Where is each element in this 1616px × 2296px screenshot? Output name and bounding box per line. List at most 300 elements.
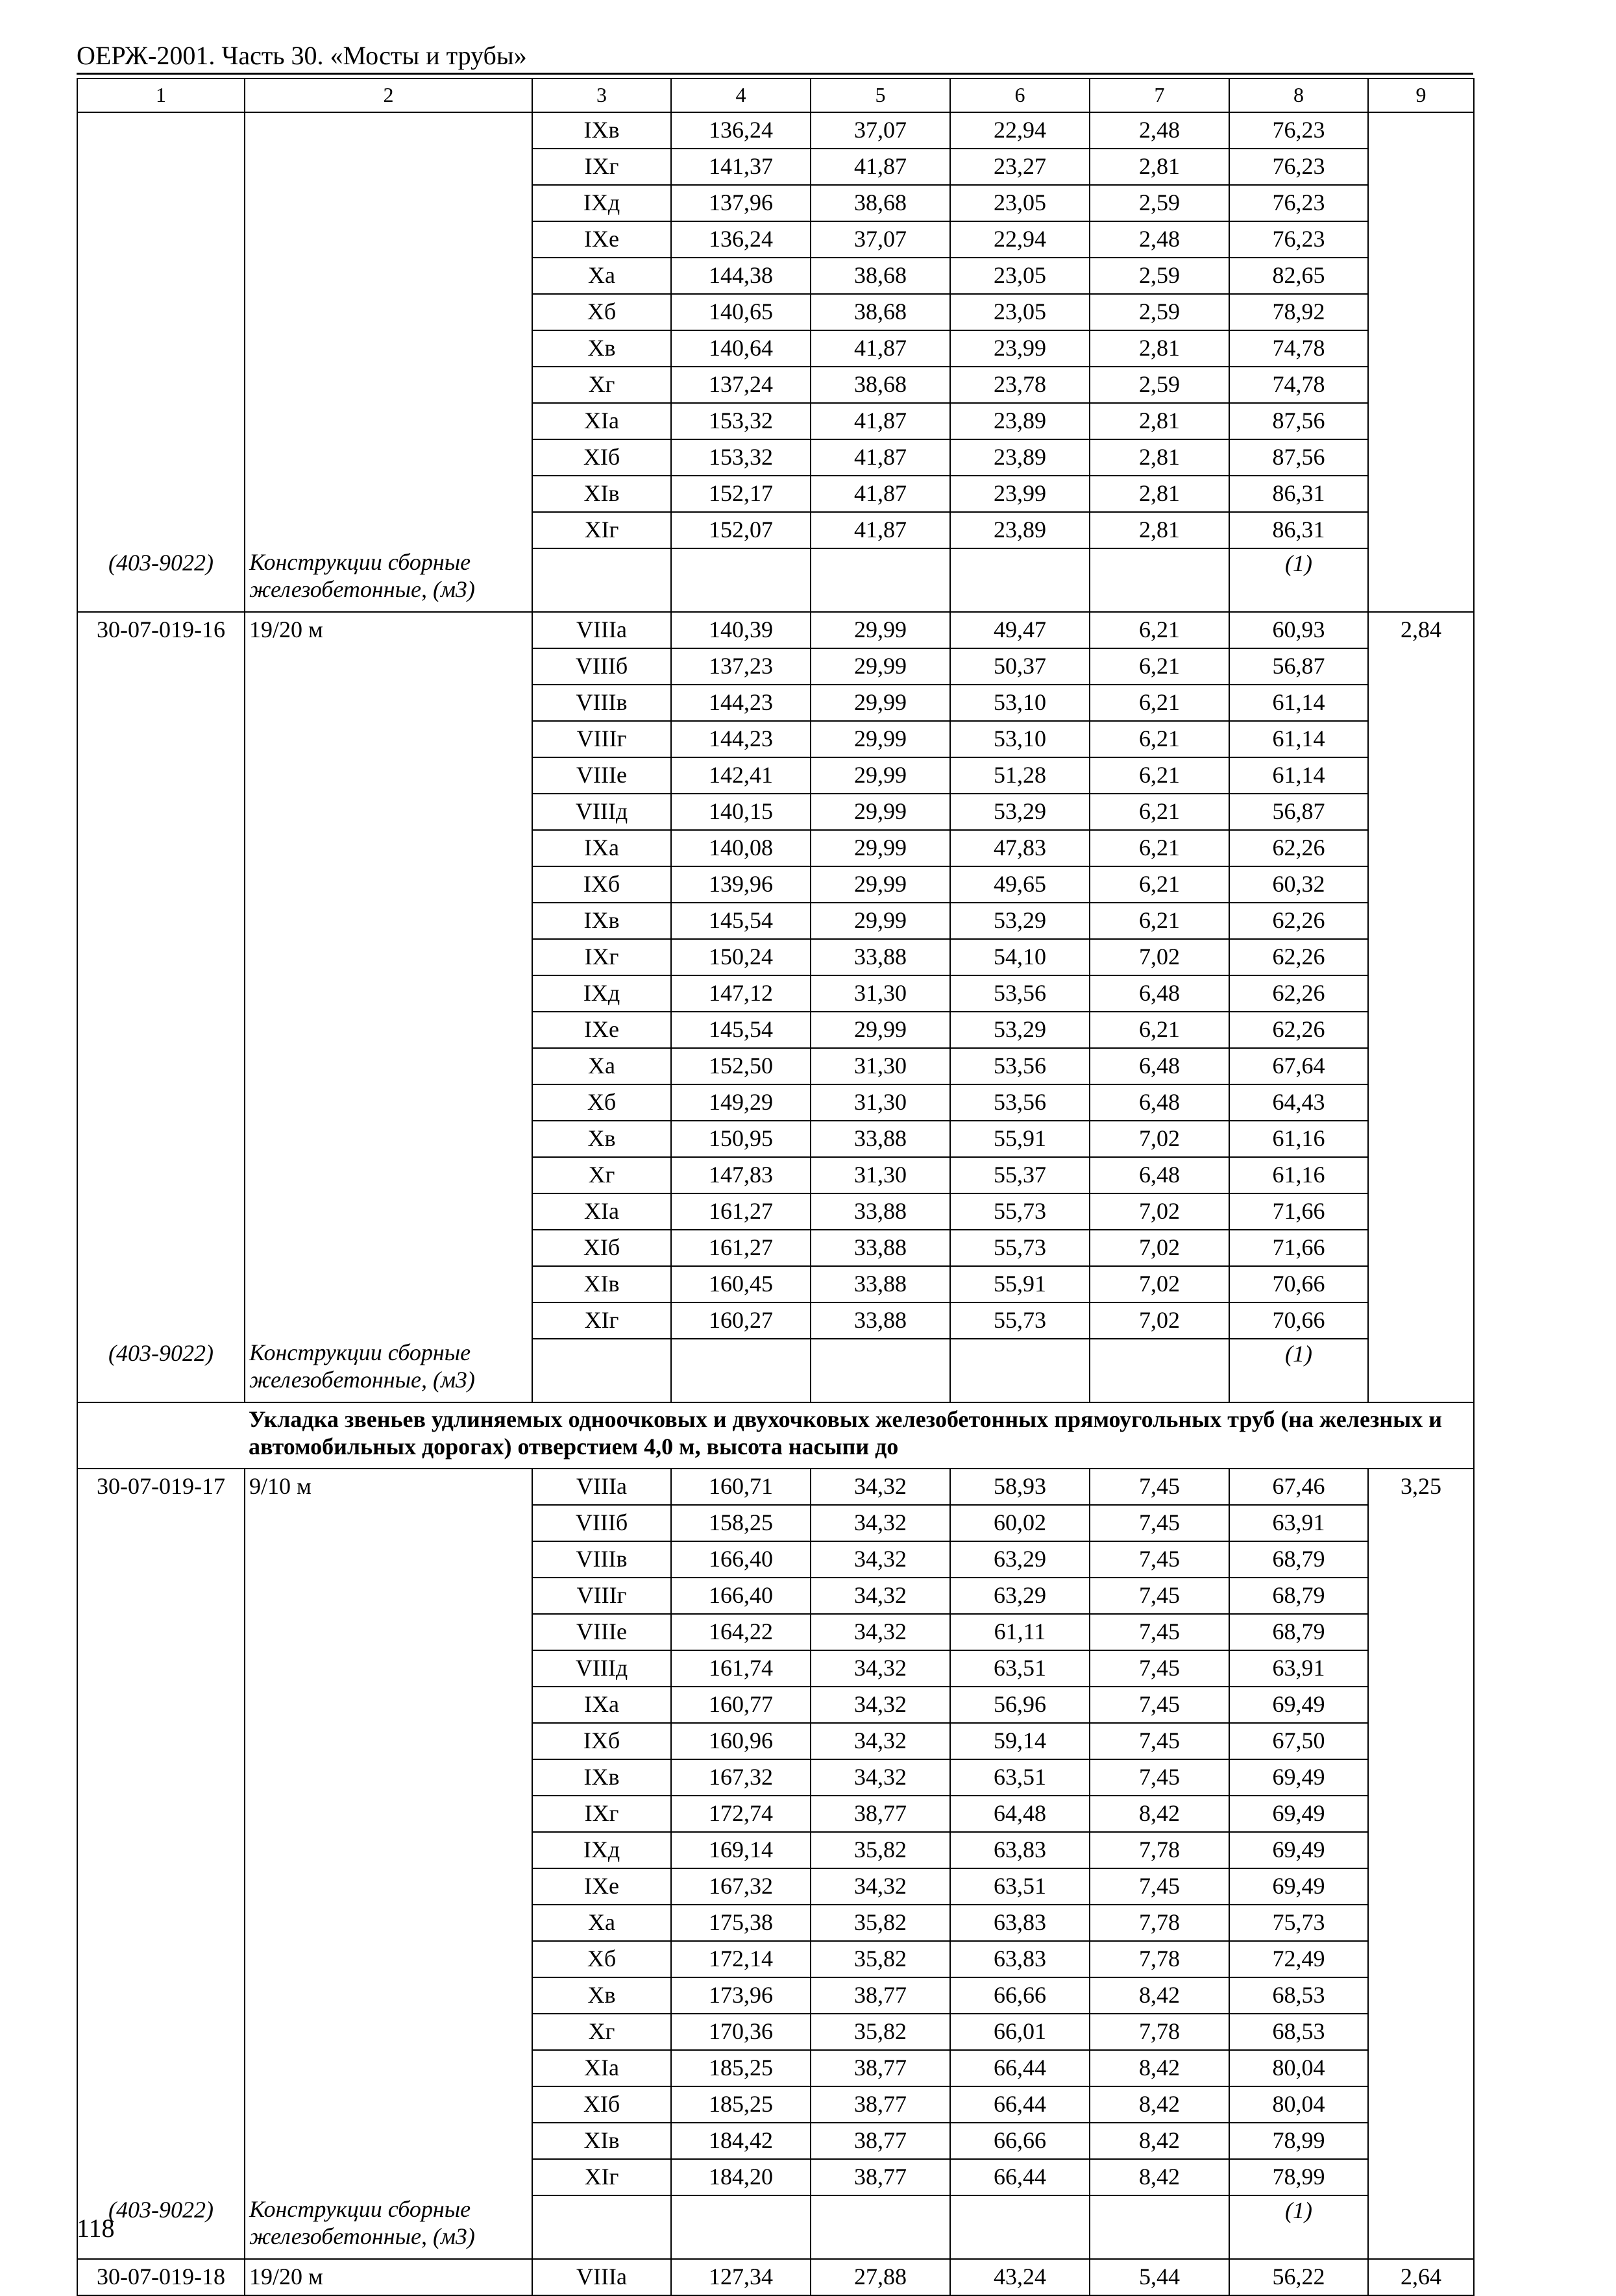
- col9-cell: [1368, 2050, 1474, 2086]
- value-cell: 60,02: [950, 1505, 1090, 1541]
- value-cell: 167,32: [671, 1868, 811, 1905]
- value-cell: 69,49: [1229, 1868, 1368, 1905]
- value-cell: 29,99: [811, 685, 950, 721]
- empty-cell: [950, 548, 1090, 612]
- table-row: [77, 1614, 1474, 1650]
- value-cell: 86,31: [1229, 476, 1368, 512]
- rate-code: [77, 685, 245, 721]
- value-cell: 6,21: [1090, 757, 1229, 794]
- category-cell: VIIIг: [532, 1578, 671, 1614]
- category-cell: VIIIг: [532, 721, 671, 757]
- value-cell: 63,83: [950, 1832, 1090, 1868]
- value-cell: 8,42: [1090, 2123, 1229, 2159]
- col9-cell: [1368, 1302, 1474, 1339]
- value-cell: 140,39: [671, 612, 811, 648]
- rate-code: [77, 403, 245, 439]
- value-cell: 22,94: [950, 221, 1090, 258]
- rate-name: [245, 476, 532, 512]
- rate-name: [245, 1796, 532, 1832]
- value-cell: 23,27: [950, 149, 1090, 185]
- value-cell: 33,88: [811, 939, 950, 975]
- value-cell: 80,04: [1229, 2050, 1368, 2086]
- category-cell: Xг: [532, 367, 671, 403]
- col9-cell: [1368, 1905, 1474, 1941]
- value-cell: 2,48: [1090, 221, 1229, 258]
- rate-code: [77, 939, 245, 975]
- value-cell: 63,29: [950, 1541, 1090, 1578]
- table-row: [77, 1193, 1474, 1230]
- col9-cell: [1368, 112, 1474, 149]
- value-cell: 67,64: [1229, 1048, 1368, 1084]
- value-cell: 144,23: [671, 721, 811, 757]
- note-text: Конструкции сборные железобетонные, (м3): [245, 1339, 532, 1402]
- value-cell: 56,87: [1229, 648, 1368, 685]
- value-cell: 8,42: [1090, 1977, 1229, 2014]
- rate-name: [245, 2086, 532, 2123]
- col9-cell: [1368, 221, 1474, 258]
- page-number: 118: [77, 2214, 115, 2243]
- value-cell: 72,49: [1229, 1941, 1368, 1977]
- value-cell: 7,45: [1090, 1541, 1229, 1578]
- rate-code: [77, 1941, 245, 1977]
- column-number-row: [77, 79, 1474, 112]
- category-cell: IXг: [532, 1796, 671, 1832]
- value-cell: 136,24: [671, 221, 811, 258]
- table-row: [77, 1048, 1474, 1084]
- value-cell: 149,29: [671, 1084, 811, 1121]
- category-cell: IXб: [532, 1723, 671, 1759]
- value-cell: 140,15: [671, 794, 811, 830]
- value-cell: 53,10: [950, 721, 1090, 757]
- col9-cell: 2,84: [1368, 612, 1474, 648]
- value-cell: 62,26: [1229, 1012, 1368, 1048]
- value-cell: 141,37: [671, 149, 811, 185]
- rate-code: [77, 2123, 245, 2159]
- category-cell: VIIIа: [532, 2259, 671, 2295]
- value-cell: 29,99: [811, 648, 950, 685]
- value-cell: 7,45: [1090, 1578, 1229, 1614]
- rate-name: [245, 1266, 532, 1302]
- rate-code: [77, 975, 245, 1012]
- value-cell: 66,01: [950, 2014, 1090, 2050]
- value-cell: 33,88: [811, 1266, 950, 1302]
- column-number: 2: [245, 79, 532, 112]
- value-cell: 35,82: [811, 1941, 950, 1977]
- rate-code: [77, 1832, 245, 1868]
- category-cell: IXв: [532, 112, 671, 149]
- rate-name: [245, 648, 532, 685]
- value-cell: 170,36: [671, 2014, 811, 2050]
- value-cell: 66,66: [950, 1977, 1090, 2014]
- value-cell: 70,66: [1229, 1266, 1368, 1302]
- table-row: [77, 294, 1474, 330]
- table-row: [77, 1759, 1474, 1796]
- value-cell: 8,42: [1090, 2159, 1229, 2195]
- value-cell: 31,30: [811, 1048, 950, 1084]
- value-cell: 2,81: [1090, 149, 1229, 185]
- rate-name: [245, 1193, 532, 1230]
- category-cell: Xг: [532, 2014, 671, 2050]
- table-row: [77, 2159, 1474, 2195]
- page-header: ОЕРЖ-2001. Часть 30. «Мосты и трубы»: [77, 41, 527, 70]
- table-row: [77, 830, 1474, 866]
- value-cell: 7,02: [1090, 1230, 1229, 1266]
- value-cell: 34,32: [811, 1578, 950, 1614]
- rate-name: [245, 294, 532, 330]
- value-cell: 2,59: [1090, 294, 1229, 330]
- value-cell: 75,73: [1229, 1905, 1368, 1941]
- value-cell: 66,44: [950, 2050, 1090, 2086]
- empty-cell: [532, 548, 671, 612]
- empty-cell: [671, 1339, 811, 1402]
- value-cell: 34,32: [811, 1614, 950, 1650]
- value-cell: 7,45: [1090, 1868, 1229, 1905]
- table-row: [77, 975, 1474, 1012]
- value-cell: 2,59: [1090, 185, 1229, 221]
- value-cell: 23,05: [950, 185, 1090, 221]
- value-cell: 38,77: [811, 2159, 950, 2195]
- col9-cell: [1368, 1723, 1474, 1759]
- col9-cell: [1368, 2014, 1474, 2050]
- category-cell: IXг: [532, 939, 671, 975]
- table-row: [77, 2259, 1474, 2295]
- value-cell: 172,74: [671, 1796, 811, 1832]
- value-cell: 150,24: [671, 939, 811, 975]
- value-cell: 6,21: [1090, 1012, 1229, 1048]
- value-cell: 22,94: [950, 112, 1090, 149]
- category-cell: XIб: [532, 2086, 671, 2123]
- value-cell: 7,78: [1090, 2014, 1229, 2050]
- value-cell: 38,68: [811, 294, 950, 330]
- table-row: [77, 1121, 1474, 1157]
- rate-code: [77, 903, 245, 939]
- rate-name: [245, 403, 532, 439]
- value-cell: 6,48: [1090, 975, 1229, 1012]
- category-cell: Xб: [532, 1084, 671, 1121]
- rate-name: [245, 258, 532, 294]
- rate-code: 30-07-019-18: [77, 2259, 245, 2295]
- value-cell: 61,14: [1229, 757, 1368, 794]
- empty-cell: [1368, 1339, 1474, 1402]
- rate-code: [77, 1121, 245, 1157]
- value-cell: 6,21: [1090, 685, 1229, 721]
- empty-cell: [532, 2195, 671, 2259]
- category-cell: IXд: [532, 185, 671, 221]
- value-cell: 68,79: [1229, 1578, 1368, 1614]
- value-cell: 61,14: [1229, 721, 1368, 757]
- value-cell: 53,29: [950, 1012, 1090, 1048]
- rate-name: [245, 1541, 532, 1578]
- value-cell: 2,81: [1090, 403, 1229, 439]
- rate-code: [77, 1796, 245, 1832]
- rate-code: [77, 2086, 245, 2123]
- rate-code: [77, 1759, 245, 1796]
- empty-cell: [950, 1339, 1090, 1402]
- value-cell: 164,22: [671, 1614, 811, 1650]
- value-cell: 161,74: [671, 1650, 811, 1687]
- value-cell: 23,89: [950, 439, 1090, 476]
- rate-code: [77, 1868, 245, 1905]
- rate-code: [77, 1048, 245, 1084]
- col9-cell: [1368, 1266, 1474, 1302]
- value-cell: 7,02: [1090, 1266, 1229, 1302]
- table-row: [77, 112, 1474, 149]
- value-cell: 74,78: [1229, 330, 1368, 367]
- value-cell: 63,91: [1229, 1650, 1368, 1687]
- table-row: [77, 1650, 1474, 1687]
- value-cell: 61,14: [1229, 685, 1368, 721]
- value-cell: 7,02: [1090, 1193, 1229, 1230]
- rate-code: [77, 1230, 245, 1266]
- col9-cell: [1368, 2159, 1474, 2195]
- value-cell: 29,99: [811, 1012, 950, 1048]
- value-cell: 55,91: [950, 1121, 1090, 1157]
- table-row: [77, 2050, 1474, 2086]
- value-cell: 76,23: [1229, 221, 1368, 258]
- col9-cell: [1368, 476, 1474, 512]
- table-row: [77, 1012, 1474, 1048]
- category-cell: IXе: [532, 1012, 671, 1048]
- col9-cell: [1368, 866, 1474, 903]
- table-row: [77, 403, 1474, 439]
- col9-cell: [1368, 367, 1474, 403]
- value-cell: 169,14: [671, 1832, 811, 1868]
- col9-cell: [1368, 1230, 1474, 1266]
- rate-name: [245, 1157, 532, 1193]
- table-row: [77, 1977, 1474, 2014]
- table-row: [77, 2123, 1474, 2159]
- value-cell: 144,38: [671, 258, 811, 294]
- rate-name: [245, 1759, 532, 1796]
- value-cell: 63,91: [1229, 1505, 1368, 1541]
- category-cell: VIIIд: [532, 794, 671, 830]
- value-cell: 41,87: [811, 439, 950, 476]
- value-cell: 62,26: [1229, 830, 1368, 866]
- category-cell: IXб: [532, 866, 671, 903]
- rate-name: [245, 112, 532, 149]
- note-row: [77, 548, 1474, 612]
- value-cell: 54,10: [950, 939, 1090, 975]
- col9-cell: [1368, 685, 1474, 721]
- value-cell: 6,21: [1090, 903, 1229, 939]
- value-cell: 55,73: [950, 1230, 1090, 1266]
- value-cell: 8,42: [1090, 1796, 1229, 1832]
- rate-name: [245, 439, 532, 476]
- value-cell: 34,32: [811, 1541, 950, 1578]
- value-cell: 68,53: [1229, 1977, 1368, 2014]
- empty-cell: [671, 2195, 811, 2259]
- value-cell: 150,95: [671, 1121, 811, 1157]
- rate-name: 9/10 м: [245, 1469, 532, 1505]
- category-cell: IXе: [532, 221, 671, 258]
- value-cell: 80,04: [1229, 2086, 1368, 2123]
- value-cell: 53,56: [950, 975, 1090, 1012]
- empty-cell: [671, 548, 811, 612]
- col9-cell: [1368, 1541, 1474, 1578]
- value-cell: 38,77: [811, 1977, 950, 2014]
- value-cell: 70,66: [1229, 1302, 1368, 1339]
- rate-code: [77, 1614, 245, 1650]
- col9-cell: [1368, 185, 1474, 221]
- table-row: [77, 1687, 1474, 1723]
- value-cell: 63,83: [950, 1941, 1090, 1977]
- value-cell: 76,23: [1229, 112, 1368, 149]
- col9-cell: [1368, 975, 1474, 1012]
- rate-code: [77, 794, 245, 830]
- col9-cell: [1368, 721, 1474, 757]
- value-cell: 144,23: [671, 685, 811, 721]
- rate-code: 30-07-019-17: [77, 1469, 245, 1505]
- value-cell: 152,07: [671, 512, 811, 548]
- rate-name: [245, 2123, 532, 2159]
- table-row: [77, 1541, 1474, 1578]
- empty-cell: [1090, 2195, 1229, 2259]
- value-cell: 173,96: [671, 1977, 811, 2014]
- value-cell: 63,83: [950, 1905, 1090, 1941]
- rate-name: [245, 1723, 532, 1759]
- table-row: [77, 866, 1474, 903]
- note-text: Конструкции сборные железобетонные, (м3): [245, 2195, 532, 2259]
- value-cell: 33,88: [811, 1193, 950, 1230]
- col9-cell: [1368, 1941, 1474, 1977]
- empty-cell: [811, 2195, 950, 2259]
- rate-name: [245, 794, 532, 830]
- value-cell: 86,31: [1229, 512, 1368, 548]
- value-cell: 6,48: [1090, 1048, 1229, 1084]
- category-cell: Xа: [532, 258, 671, 294]
- table-row: [77, 367, 1474, 403]
- value-cell: 160,27: [671, 1302, 811, 1339]
- col9-cell: [1368, 1614, 1474, 1650]
- col9-cell: [1368, 2086, 1474, 2123]
- rate-name: [245, 512, 532, 548]
- value-cell: 7,78: [1090, 1832, 1229, 1868]
- col9-cell: [1368, 258, 1474, 294]
- value-cell: 29,99: [811, 830, 950, 866]
- value-cell: 6,21: [1090, 648, 1229, 685]
- value-cell: 2,48: [1090, 112, 1229, 149]
- value-cell: 38,77: [811, 1796, 950, 1832]
- rate-code: 30-07-019-16: [77, 612, 245, 648]
- value-cell: 38,68: [811, 258, 950, 294]
- value-cell: 33,88: [811, 1230, 950, 1266]
- value-cell: 34,32: [811, 1469, 950, 1505]
- empty-cell: [1090, 1339, 1229, 1402]
- category-cell: IXв: [532, 1759, 671, 1796]
- rate-name: [245, 367, 532, 403]
- col9-cell: [1368, 1868, 1474, 1905]
- table-row: [77, 1905, 1474, 1941]
- rate-code: [77, 1157, 245, 1193]
- value-cell: 152,50: [671, 1048, 811, 1084]
- value-cell: 29,99: [811, 721, 950, 757]
- value-cell: 69,49: [1229, 1832, 1368, 1868]
- value-cell: 160,45: [671, 1266, 811, 1302]
- table-row: [77, 648, 1474, 685]
- value-cell: 64,48: [950, 1796, 1090, 1832]
- rate-code: [77, 866, 245, 903]
- rate-code: [77, 1977, 245, 2014]
- col9-cell: [1368, 330, 1474, 367]
- category-cell: IXа: [532, 1687, 671, 1723]
- value-cell: 160,96: [671, 1723, 811, 1759]
- col9-cell: [1368, 1759, 1474, 1796]
- value-cell: 2,81: [1090, 512, 1229, 548]
- rate-code: [77, 512, 245, 548]
- col9-cell: [1368, 1687, 1474, 1723]
- value-cell: 76,23: [1229, 185, 1368, 221]
- value-cell: 63,29: [950, 1578, 1090, 1614]
- value-cell: 34,32: [811, 1650, 950, 1687]
- value-cell: 185,25: [671, 2050, 811, 2086]
- category-cell: XIв: [532, 2123, 671, 2159]
- value-cell: 33,88: [811, 1121, 950, 1157]
- value-cell: 23,99: [950, 330, 1090, 367]
- category-cell: XIа: [532, 2050, 671, 2086]
- value-cell: 55,91: [950, 1266, 1090, 1302]
- value-cell: 61,16: [1229, 1157, 1368, 1193]
- value-cell: 140,65: [671, 294, 811, 330]
- column-number: 5: [811, 79, 950, 112]
- value-cell: 58,93: [950, 1469, 1090, 1505]
- value-cell: 175,38: [671, 1905, 811, 1941]
- col9-cell: 3,25: [1368, 1469, 1474, 1505]
- rate-code: [77, 1012, 245, 1048]
- value-cell: 158,25: [671, 1505, 811, 1541]
- rate-name: [245, 830, 532, 866]
- value-cell: 34,32: [811, 1723, 950, 1759]
- value-cell: 2,59: [1090, 367, 1229, 403]
- empty-cell: [950, 2195, 1090, 2259]
- category-cell: XIг: [532, 2159, 671, 2195]
- value-cell: 38,77: [811, 2086, 950, 2123]
- column-number: 1: [77, 79, 245, 112]
- value-cell: 6,21: [1090, 866, 1229, 903]
- value-cell: 8,42: [1090, 2086, 1229, 2123]
- value-cell: 7,45: [1090, 1505, 1229, 1541]
- value-cell: 47,83: [950, 830, 1090, 866]
- value-cell: 43,24: [950, 2259, 1090, 2295]
- table-row: [77, 1578, 1474, 1614]
- rate-name: [245, 149, 532, 185]
- column-number: 8: [1229, 79, 1368, 112]
- column-number: 9: [1368, 79, 1474, 112]
- value-cell: 53,10: [950, 685, 1090, 721]
- value-cell: 69,49: [1229, 1687, 1368, 1723]
- category-cell: VIIIв: [532, 685, 671, 721]
- header-rule: [77, 73, 1473, 75]
- rate-code: [77, 330, 245, 367]
- category-cell: XIб: [532, 1230, 671, 1266]
- rate-code: [77, 1578, 245, 1614]
- value-cell: 29,99: [811, 866, 950, 903]
- empty-cell: [1368, 548, 1474, 612]
- table-row: [77, 1723, 1474, 1759]
- rate-code: [77, 221, 245, 258]
- empty-cell: [811, 548, 950, 612]
- table-row: [77, 1157, 1474, 1193]
- col9-cell: [1368, 648, 1474, 685]
- value-cell: 35,82: [811, 1905, 950, 1941]
- value-cell: 31,30: [811, 1084, 950, 1121]
- rate-name: [245, 185, 532, 221]
- category-cell: VIIIд: [532, 1650, 671, 1687]
- value-cell: 37,07: [811, 221, 950, 258]
- value-cell: 68,53: [1229, 2014, 1368, 2050]
- empty-cell: [1090, 548, 1229, 612]
- rate-name: [245, 1302, 532, 1339]
- rate-name: [245, 1230, 532, 1266]
